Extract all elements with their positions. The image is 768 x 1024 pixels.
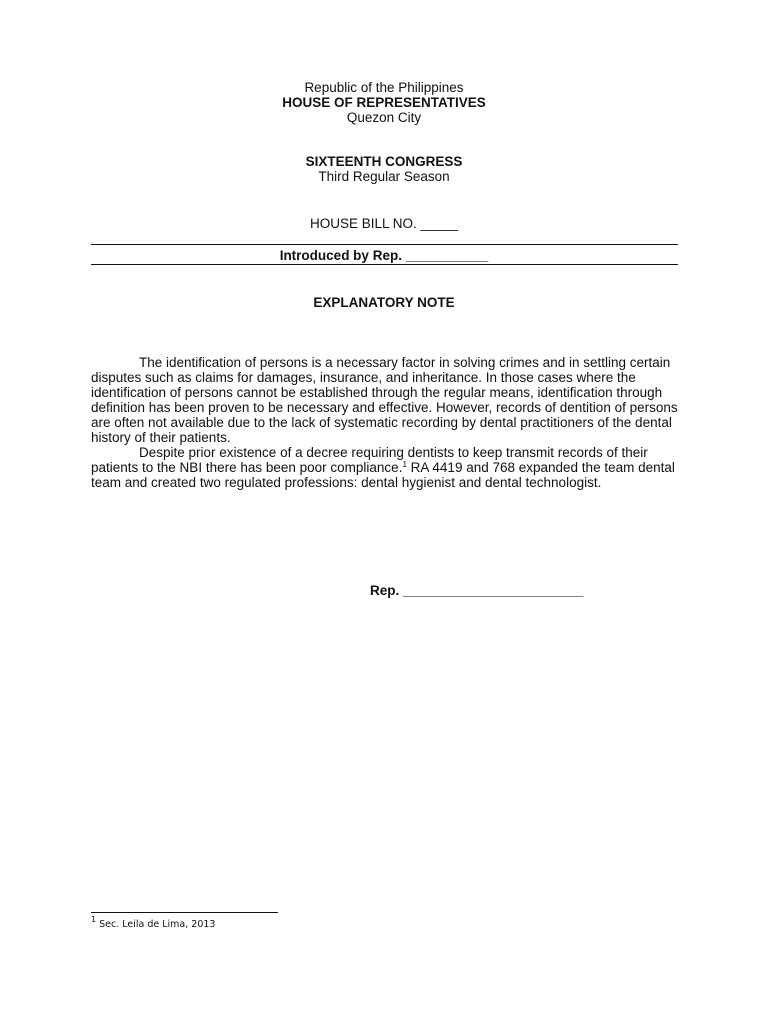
footnote-mark: 1 — [91, 915, 97, 924]
footnote — [91, 915, 216, 931]
bottom-rule — [91, 264, 678, 265]
congress-line: SIXTEENTH CONGRESS — [305, 154, 463, 169]
introduced-by: Introduced by Rep. ___________ — [279, 248, 489, 263]
paragraph-2-start: Despite prior existence of a decree requiring dentists to keep transmit records of their patients to the NBI there has been poor compliance. — [91, 445, 648, 475]
paragraph-2 — [91, 445, 681, 490]
note-title: EXPLANATORY NOTE — [313, 295, 455, 310]
bill-number: HOUSE BILL NO. _____ — [309, 216, 459, 231]
note-body — [91, 355, 681, 490]
house-line: HOUSE OF REPRESENTATIVES — [282, 95, 486, 110]
session-line: Third Regular Season — [318, 169, 450, 184]
republic-line: Republic of the Philippines — [304, 80, 464, 95]
paragraph-1: The identification of persons is a necessary factor in solving crimes and in settling certain disputes such as claims for damages, insurance, and inheritance. In those cases where the identification of persons cannot be established through the regular means, identification through definition has been proven to be necessary and effective. However, records of dentition of persons are often not available due to the lack of systematic recording by dental practitioners of the dental history of their patients. — [91, 355, 678, 445]
footnote-text: Sec. Leila de Lima, 2013 — [96, 919, 216, 930]
footnote-ref: 1 — [402, 460, 407, 469]
city-line: Quezon City — [346, 110, 422, 125]
footnote-rule — [91, 912, 278, 913]
top-rule — [91, 244, 678, 245]
signature-line: Rep. ________________________ — [370, 583, 584, 598]
paragraph-2-end: RA 4419 and 768 expanded the team dental team and created two regulated professions: dental hygienist and dental technologist. — [91, 460, 675, 490]
